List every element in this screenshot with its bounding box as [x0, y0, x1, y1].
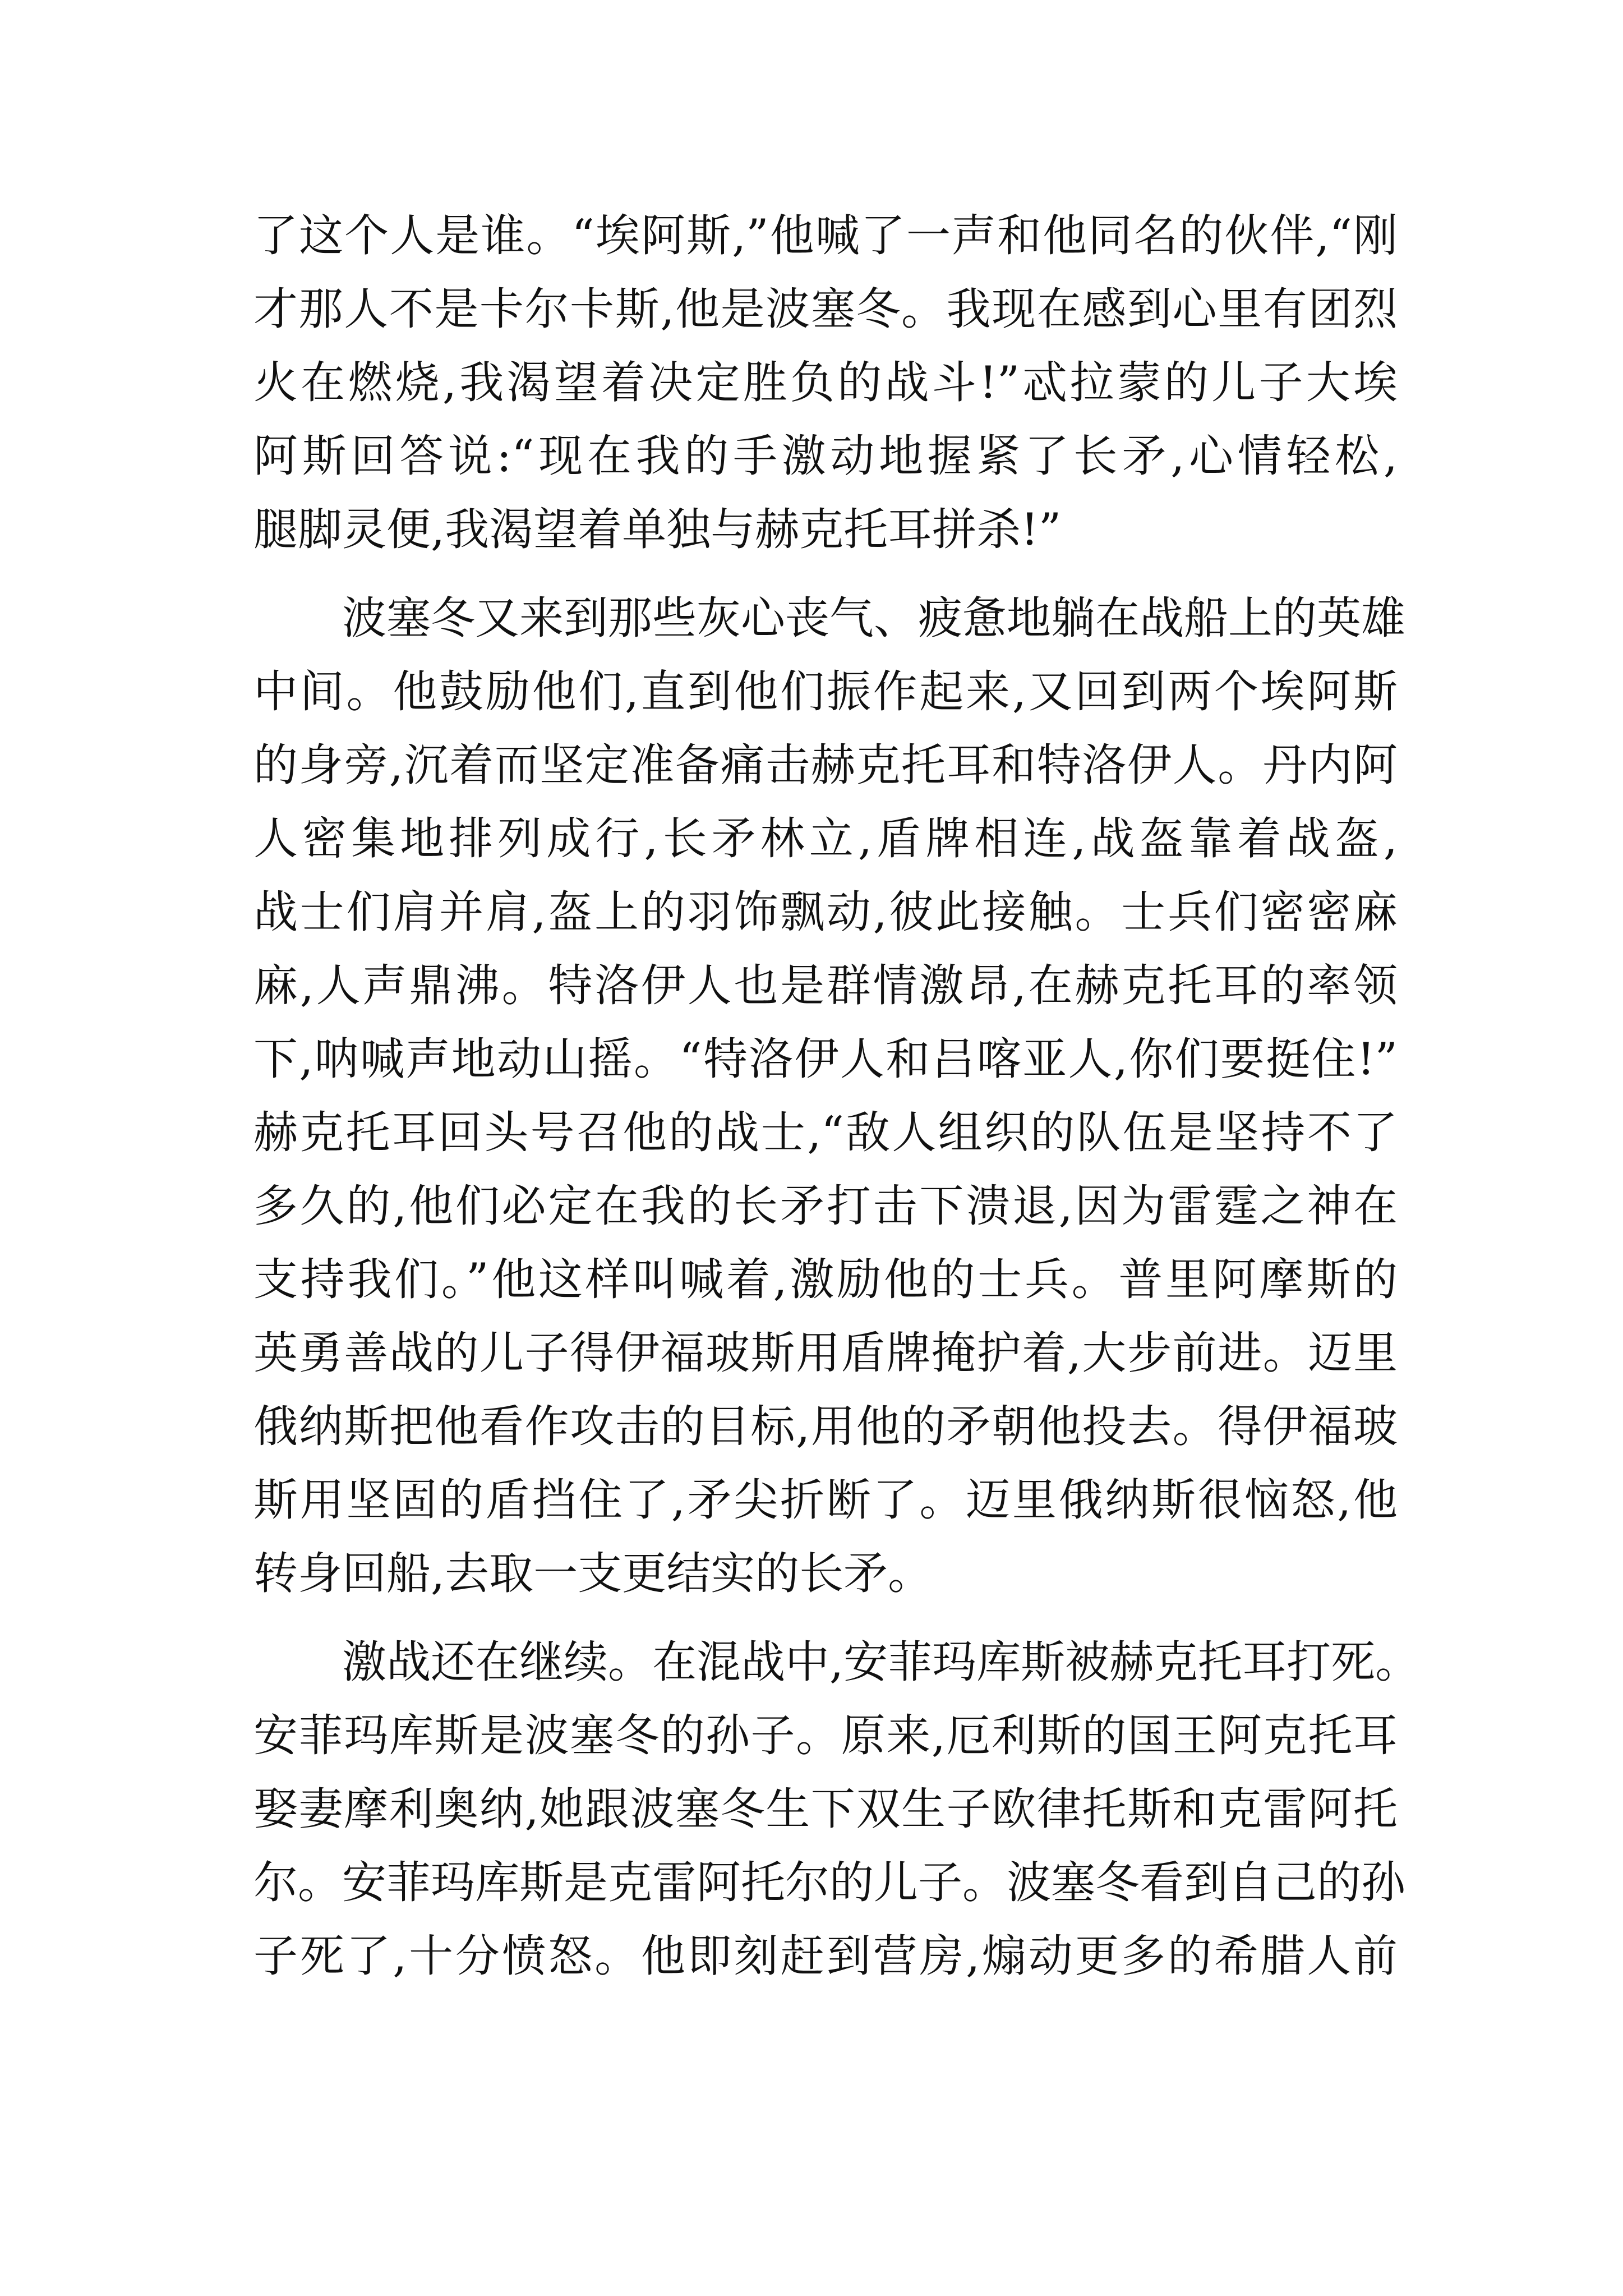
text-line: 才那人不是卡尔卡斯,他是波塞冬。我现在感到心里有团烈 — [253, 283, 1398, 335]
text-line: 俄纳斯把他看作攻击的目标,用他的矛朝他投去。得伊福玻 — [253, 1401, 1398, 1452]
paragraph-gap — [253, 1611, 1398, 1626]
paragraph-3 — [253, 1626, 1420, 1993]
text-line: 尔。安菲玛库斯是克雷阿托尔的儿子。波塞冬看到自己的孙 — [253, 1857, 1405, 1908]
body-text — [253, 199, 1420, 1993]
text-line: 人密集地排列成行,长矛林立,盾牌相连,战盔靠着战盔, — [253, 813, 1398, 864]
text-line: 了这个人是谁。“埃阿斯,”他喊了一声和他同名的伙伴,“刚 — [253, 210, 1398, 261]
text-line: 斯用坚固的盾挡住了,矛尖折断了。迈里俄纳斯很恼怒,他 — [253, 1474, 1398, 1526]
text-line: 中间。他鼓励他们,直到他们振作起来,又回到两个埃阿斯 — [253, 666, 1398, 717]
text-line: 娶妻摩利奥纳,她跟波塞冬生下双生子欧律托斯和克雷阿托 — [253, 1783, 1398, 1835]
text-line: 子死了,十分愤怒。他即刻赶到营房,煽动更多的希腊人前 — [253, 1930, 1398, 1982]
text-line: 激战还在继续。在混战中,安菲玛库斯被赫克托耳打死。 — [342, 1636, 1420, 1688]
text-line: 下,呐喊声地动山摇。“特洛伊人和吕喀亚人,你们要挺住!” — [253, 1033, 1398, 1085]
text-line: 的身旁,沉着而坚定准备痛击赫克托耳和特洛伊人。丹内阿 — [253, 739, 1398, 791]
text-line: 英勇善战的儿子得伊福玻斯用盾牌掩护着,大步前进。迈里 — [253, 1327, 1398, 1379]
paragraph-1 — [253, 199, 1398, 567]
text-line: 腿脚灵便,我渴望着单独与赫克托耳拼杀!” — [253, 504, 1062, 555]
text-line: 火在燃烧,我渴望着决定胜负的战斗!”忒拉蒙的儿子大埃 — [253, 357, 1398, 408]
text-line: 赫克托耳回头号召他的战士,“敌人组织的队伍是坚持不了 — [253, 1107, 1398, 1158]
text-line: 战士们肩并肩,盔上的羽饰飘动,彼此接触。士兵们密密麻 — [253, 886, 1398, 938]
text-line: 麻,人声鼎沸。特洛伊人也是群情激昂,在赫克托耳的率领 — [253, 960, 1398, 1011]
text-line: 转身回船,去取一支更结实的长矛。 — [253, 1548, 933, 1599]
paragraph-gap — [253, 567, 1398, 582]
paragraph-2 — [253, 582, 1405, 1611]
text-line: 支持我们。”他这样叫喊着,激励他的士兵。普里阿摩斯的 — [253, 1254, 1398, 1305]
text-line: 阿斯回答说:“现在我的手激动地握紧了长矛,心情轻松, — [253, 430, 1398, 482]
text-line: 波塞冬又来到那些灰心丧气、疲惫地躺在战船上的英雄 — [342, 592, 1405, 644]
text-line: 多久的,他们必定在我的长矛打击下溃退,因为雷霆之神在 — [253, 1180, 1398, 1232]
text-line: 安菲玛库斯是波塞冬的孙子。原来,厄利斯的国王阿克托耳 — [253, 1710, 1398, 1761]
